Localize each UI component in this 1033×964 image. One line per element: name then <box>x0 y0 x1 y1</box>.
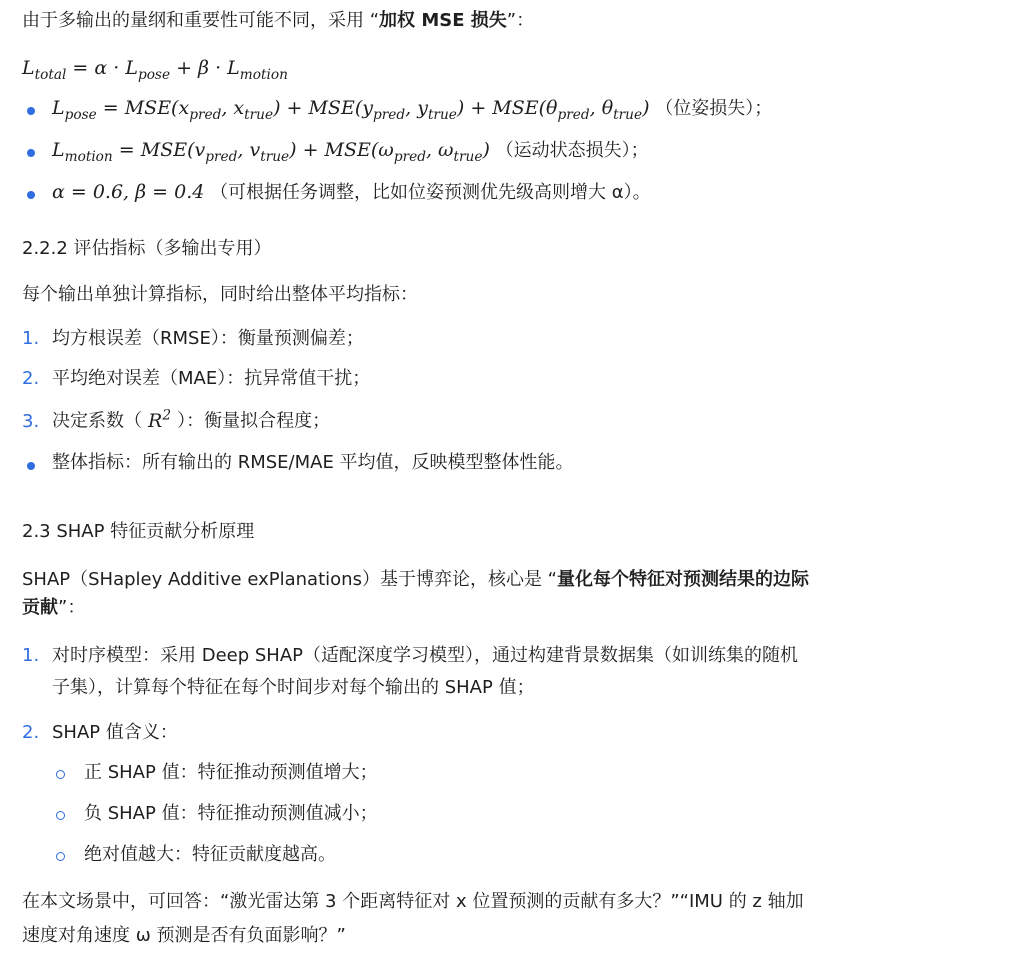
section-222-intro: 每个输出单独计算指标，同时给出整体平均指标： <box>22 284 418 305</box>
list-number: 2. <box>22 722 40 743</box>
circle-bullet-icon <box>56 852 65 861</box>
motion-loss-note: （运动状态损失）； <box>495 140 649 161</box>
bullet-icon <box>27 191 35 199</box>
shap-sub-item: 绝对值越大：特征贡献度越高。 <box>84 844 336 865</box>
list-number: 3. <box>22 411 40 432</box>
metric-item-rmse <box>52 326 364 352</box>
motion-loss-formula: $L_{motion} = MSE(v_{pred}$, $v_{true}) + MSE(\omega_{pred}$, $\omega_{true}$) <box>52 139 490 165</box>
section-heading-222: 2.2.2 评估指标（多输出专用） <box>22 238 272 259</box>
overall-metric-item: 整体指标：所有输出的 RMSE/MAE 平均值，反映模型整体性能。 <box>52 452 574 473</box>
shap-item-2: SHAP 值含义： <box>52 722 178 743</box>
bullet-icon <box>27 149 35 157</box>
shap-sub-item: 正 SHAP 值：特征推动预测值增大； <box>84 762 378 783</box>
intro-bold: 加权 MSE 损失 <box>379 10 507 31</box>
metric-r2-tail: ）：衡量拟合程度； <box>177 410 331 432</box>
bullet-icon <box>27 462 35 470</box>
metric-item-r2 <box>52 406 330 435</box>
section-23-intro-bold: 量化每个特征对预测结果的边际 <box>557 569 809 590</box>
r-squared-formula: $R^2$ <box>142 407 172 432</box>
section-23-intro-tail: ”： <box>58 597 86 618</box>
section-23-intro-bold-2: 贡献 <box>22 597 58 618</box>
list-number: 1. <box>22 645 40 666</box>
shap-item-1-line1: 对时序模型：采用 Deep SHAP（适配深度学习模型），通过构建背景数据集（如训练集的随机 <box>52 645 799 666</box>
total-loss-formula: $L_{total} = \alpha \cdot L_{pose} + \beta \cdot L_{motion}$ <box>22 57 288 83</box>
weights-note: （可根据任务调整，比如位姿预测优先级高则增大 α）。 <box>210 182 651 203</box>
closing-line-2: 速度对角速度 ω 预测是否有负面影响？” <box>22 925 346 946</box>
bullet-icon <box>27 107 35 115</box>
pose-loss-note: （位姿损失）； <box>655 98 773 119</box>
list-number: 1. <box>22 328 40 349</box>
shap-sub-item: 负 SHAP 值：特征推动预测值减小； <box>84 803 378 824</box>
weights-item <box>52 179 651 207</box>
metric-item-mae: 平均绝对误差（MAE）：抗异常值干扰； <box>52 368 371 389</box>
weights-formula: α = 0.6, β = 0.4 <box>52 181 205 203</box>
section-23-intro <box>22 567 809 593</box>
section-23-intro-cont <box>22 595 85 621</box>
circle-bullet-icon <box>56 770 65 779</box>
intro-tail: ”： <box>506 10 535 31</box>
motion-loss-item <box>52 137 649 168</box>
metric-rmse-text: 均方根误差（RMSE）：衡量预测偏差； <box>52 328 364 349</box>
metric-r2-text: 决定系数（ <box>52 410 142 432</box>
intro-paragraph <box>22 8 534 34</box>
section-23-intro-text: SHAP（SHapley Additive exPlanations）基于博弈论，核心是 “ <box>22 569 557 590</box>
pose-loss-item <box>52 95 772 126</box>
list-number: 2. <box>22 368 40 389</box>
circle-bullet-icon <box>56 811 65 820</box>
pose-loss-formula: $L_{pose} = MSE(x_{pred}$, $x_{true}) + MSE(y_{pred}$, $y_{true}) + MSE(\theta_{pred}$, $\theta_{true}$) <box>52 97 650 123</box>
shap-item-1-line2: 子集），计算每个特征在每个时间步对每个输出的 SHAP 值； <box>52 677 535 698</box>
intro-text: 由于多输出的量纲和重要性可能不同，采用 “ <box>22 10 380 31</box>
closing-line-1: 在本文场景中，可回答：“激光雷达第 3 个距离特征对 x 位置预测的贡献有多大？”“IMU 的 z 轴加 <box>22 891 804 912</box>
section-heading-23: 2.3 SHAP 特征贡献分析原理 <box>22 521 255 542</box>
